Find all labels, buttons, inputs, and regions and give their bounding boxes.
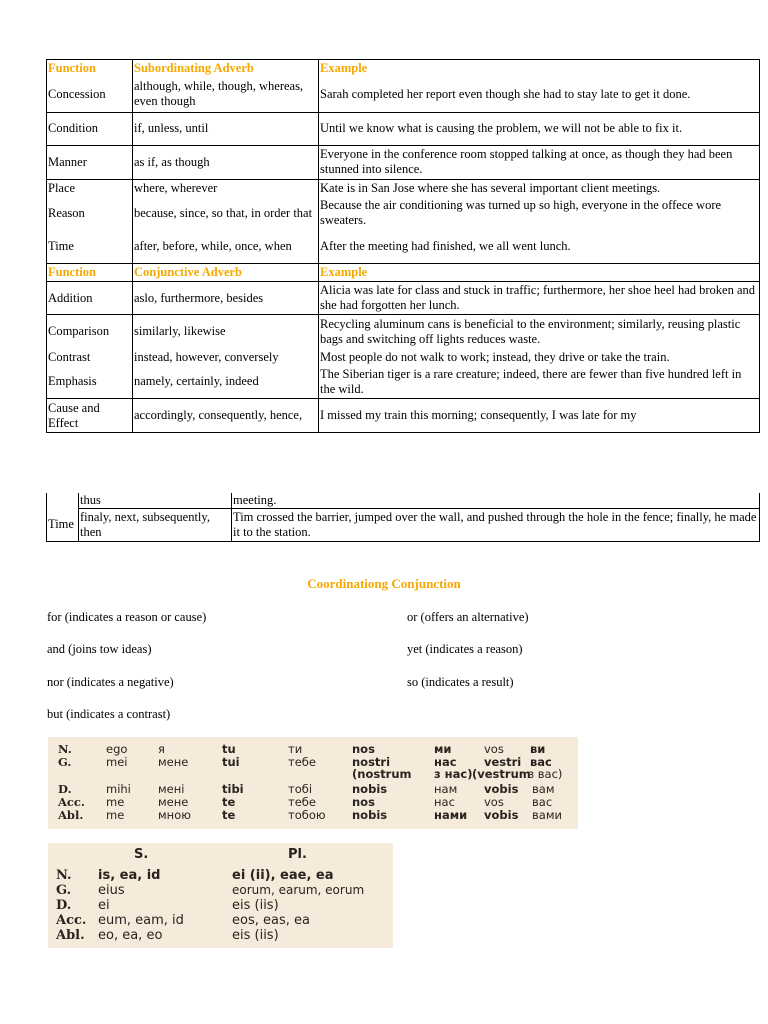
subordinating-header-row: [47, 60, 760, 78]
example-cell: Sarah completed her report even though she had to stay late to get it done.: [319, 77, 760, 112]
singular-form: ei: [98, 898, 110, 913]
conjunction-item: or (offers an alternative): [407, 610, 529, 624]
ukrainian-form: тобі: [288, 782, 313, 796]
table-row: [47, 197, 760, 230]
is-ea-id-declension-scan: [48, 843, 393, 948]
latin-form: te: [222, 808, 236, 822]
example-cell: Kate is in San Jose where she has several important client meetings.: [319, 179, 760, 197]
adverb-cell: because, since, so that, in order that: [133, 197, 319, 230]
latin-form: vos: [484, 795, 504, 809]
latin-form: nos: [352, 742, 375, 756]
latin-form: vestri: [484, 755, 522, 769]
ukrainian-form: вас: [530, 755, 552, 769]
adverb-cell: namely, certainly, indeed: [133, 366, 319, 399]
table-row: [47, 315, 760, 349]
adverb-cell: where, wherever: [133, 179, 319, 197]
ukrainian-form: з вас): [528, 767, 563, 781]
conjunction-item: so (indicates a result): [407, 675, 514, 689]
plural-form: eis (iis): [232, 898, 279, 913]
coordinating-title: Coordinationg Conjunction: [307, 576, 461, 591]
singular-form: eum, eam, id: [98, 913, 184, 928]
function-cell: Contrast: [47, 349, 133, 366]
ukrainian-form: нас: [434, 755, 457, 769]
latin-form: tui: [222, 755, 240, 769]
latin-form: me: [106, 795, 125, 809]
case-label: D.: [56, 898, 72, 913]
case-label: Acc.: [58, 795, 85, 809]
latin-form: te: [222, 795, 236, 809]
latin-form: (vestrum: [472, 767, 531, 781]
singular-form: eo, ea, eo: [98, 928, 163, 943]
latin-form: nos: [352, 795, 375, 809]
latin-form: vos: [484, 742, 504, 756]
table-row: [47, 399, 760, 433]
function-cell: Place: [47, 179, 133, 197]
function-cell: Time: [47, 509, 79, 542]
header-example: Example: [319, 60, 760, 78]
conjunction-item: for (indicates a reason or cause): [47, 610, 207, 624]
table-row: [47, 493, 760, 509]
header-function: Function: [47, 60, 133, 78]
adverb-cell: instead, however, conversely: [133, 349, 319, 366]
table-row: [47, 230, 760, 264]
ukrainian-form: тобою: [288, 808, 326, 822]
function-cell: [47, 493, 79, 509]
adverb-cell: aslo, furthermore, besides: [133, 282, 319, 315]
ukrainian-form: вами: [532, 808, 562, 822]
case-label: G.: [58, 755, 72, 769]
latin-form: nostri: [352, 755, 391, 769]
function-cell: Condition: [47, 112, 133, 145]
example-cell: Until we know what is causing the problem, we will not be able to fix it.: [319, 112, 760, 145]
conjunction-item: and (joins tow ideas): [47, 642, 152, 656]
ukrainian-form: нами: [434, 808, 468, 822]
adverb-cell: accordingly, consequently, hence,: [133, 399, 319, 433]
plural-form: ei (ii), eae, ea: [232, 868, 334, 883]
ukrainian-form: я: [158, 742, 165, 756]
ukrainian-form: мною: [158, 808, 191, 822]
plural-form: eorum, earum, eorum: [232, 883, 365, 897]
example-cell: Tim crossed the barrier, jumped over the wall, and pushed through the hole in the fence; finally, he made it to the station.: [232, 509, 760, 542]
example-cell: After the meeting had finished, we all went lunch.: [319, 230, 760, 264]
latin-form: nobis: [352, 808, 388, 822]
ukrainian-form: тебе: [288, 755, 316, 769]
case-label: N.: [58, 742, 72, 756]
latin-form: ego: [106, 742, 128, 756]
latin-form: nobis: [352, 782, 388, 796]
function-cell: Emphasis: [47, 366, 133, 399]
latin-form: me: [106, 808, 125, 822]
conjunction-item: yet (indicates a reason): [407, 642, 523, 656]
plural-header: Pl.: [288, 847, 307, 862]
table-row: [47, 349, 760, 366]
ukrainian-form: тебе: [288, 795, 316, 809]
table-row: [47, 366, 760, 399]
latin-form: tu: [222, 742, 236, 756]
case-label: Abl.: [56, 928, 85, 943]
ukrainian-form: нас: [434, 795, 455, 809]
ukrainian-form: ви: [530, 742, 546, 756]
example-cell: Because the air conditioning was turned up so high, everyone in the offece wore sweaters.: [319, 197, 760, 230]
example-cell: Recycling aluminum cans is beneficial to the environment; similarly, reusing plastic bags and switching off lights reduces waste.: [319, 315, 760, 349]
adverb-cell: finaly, next, subsequently, then: [79, 509, 232, 542]
ukrainian-form: мені: [158, 782, 185, 796]
header-example: Example: [319, 264, 760, 282]
latin-form: (nostrum: [352, 767, 412, 781]
latin-form: vobis: [484, 808, 519, 822]
header-subordinating-adverb: Subordinating Adverb: [133, 60, 319, 78]
example-cell: Most people do not walk to work; instead, they drive or take the train.: [319, 349, 760, 366]
plural-form: eis (iis): [232, 928, 279, 943]
ukrainian-form: мене: [158, 795, 189, 809]
ukrainian-form: вас: [532, 795, 553, 809]
case-label: G.: [56, 883, 72, 898]
example-cell: meeting.: [232, 493, 760, 509]
adverb-table: [46, 59, 760, 433]
example-cell: Everyone in the conference room stopped talking at once, as though they had been stunned into silence.: [319, 145, 760, 179]
adverb-cell: similarly, likewise: [133, 315, 319, 349]
ukrainian-form: ми: [434, 742, 452, 756]
function-cell: Addition: [47, 282, 133, 315]
conjunction-item: but (indicates a contrast): [47, 707, 171, 721]
example-cell: Alicia was late for class and stuck in traffic; furthermore, her shoe heel had broken and she had forgotten her lunch.: [319, 282, 760, 315]
ukrainian-form: нам: [434, 782, 458, 796]
example-cell: I missed my train this morning; consequently, I was late for my: [319, 399, 760, 433]
adverb-table-continuation: [46, 493, 760, 542]
adverb-cell: after, before, while, once, when: [133, 230, 319, 264]
function-cell: Concession: [47, 77, 133, 112]
table-row: [47, 509, 760, 542]
case-label: D.: [58, 782, 72, 796]
function-cell: Reason: [47, 197, 133, 230]
function-cell: Comparison: [47, 315, 133, 349]
ukrainian-form: ти: [288, 742, 303, 756]
ukrainian-form: з нас): [434, 767, 473, 781]
adverb-cell: although, while, though, whereas, even though: [133, 77, 319, 112]
case-label: Acc.: [56, 913, 87, 928]
example-cell: The Siberian tiger is a rare creature; indeed, there are fewer than five hundred left in the wild.: [319, 366, 760, 399]
table-row: [47, 282, 760, 315]
ukrainian-form: мене: [158, 755, 189, 769]
table-row: [47, 77, 760, 112]
latin-form: mihi: [106, 782, 131, 796]
singular-header: S.: [134, 847, 149, 862]
pronoun-declension-scan: [48, 737, 578, 829]
function-cell: Manner: [47, 145, 133, 179]
adverb-cell: if, unless, until: [133, 112, 319, 145]
ukrainian-form: вам: [532, 782, 555, 796]
adverb-cell: as if, as though: [133, 145, 319, 179]
conjunctive-header-row: [47, 264, 760, 282]
latin-form: mei: [106, 755, 128, 769]
header-conjunctive-adverb: Conjunctive Adverb: [133, 264, 319, 282]
table-row: [47, 145, 760, 179]
plural-form: eos, eas, ea: [232, 913, 310, 928]
table-row: [47, 179, 760, 197]
function-cell: Cause and Effect: [47, 399, 133, 433]
table-row: [47, 112, 760, 145]
singular-form: is, ea, id: [98, 868, 161, 883]
latin-form: tibi: [222, 782, 244, 796]
conjunction-item: nor (indicates a negative): [47, 675, 174, 689]
singular-form: eius: [98, 883, 125, 898]
header-function: Function: [47, 264, 133, 282]
latin-form: vobis: [484, 782, 519, 796]
case-label: Abl.: [58, 808, 84, 822]
function-cell: Time: [47, 230, 133, 264]
adverb-cell: thus: [79, 493, 232, 509]
case-label: N.: [56, 868, 72, 883]
